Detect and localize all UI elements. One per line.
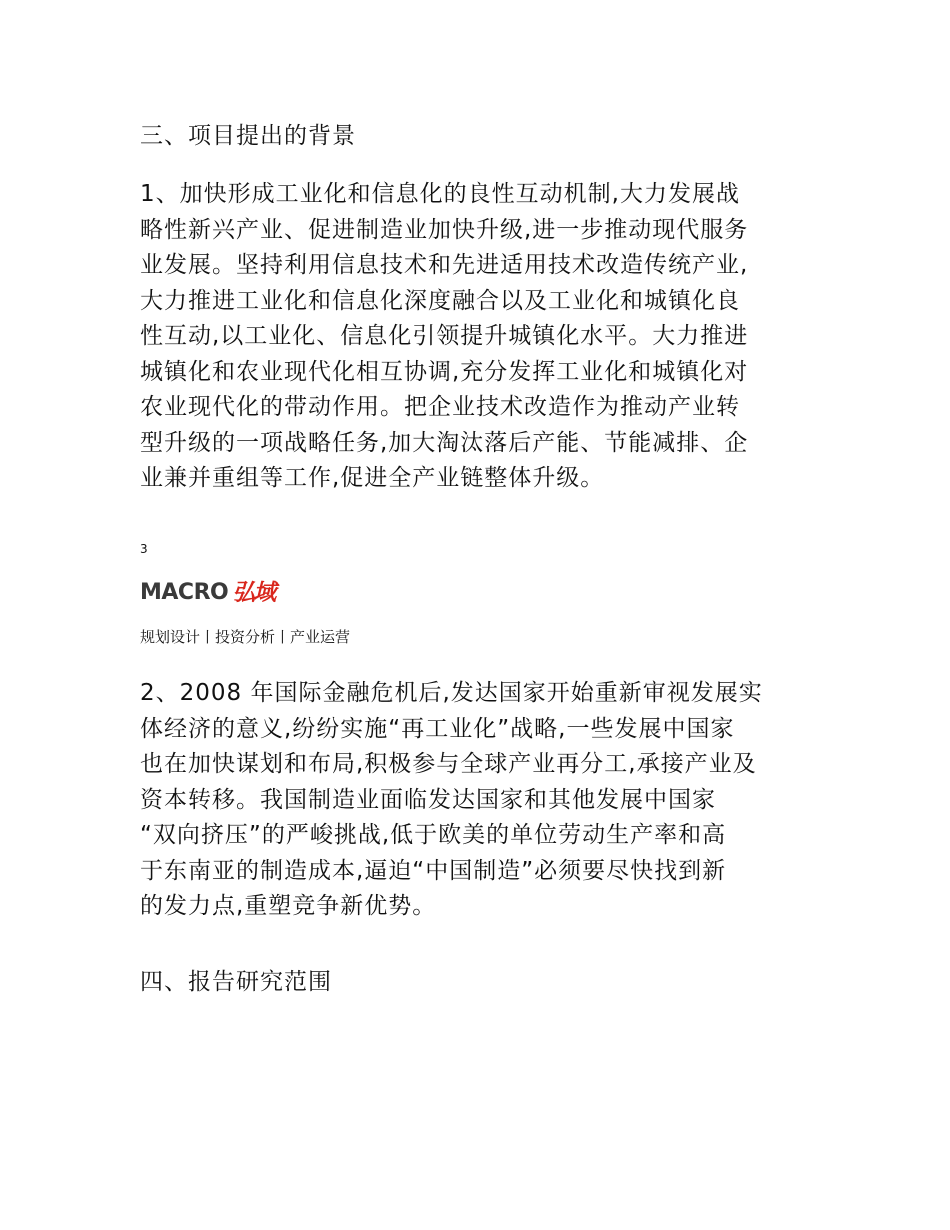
- page-number: 3: [140, 542, 148, 556]
- paragraph-2-line: 体经济的意义,纷纷实施“再工业化”战略,一些发展中国家: [140, 715, 735, 742]
- paragraph-1-line: 大力推进工业化和信息化深度融合以及工业化和城镇化良: [140, 287, 740, 314]
- company-tagline: 规划设计丨投资分析丨产业运营: [140, 628, 351, 646]
- section-3-heading: 三、项目提出的背景: [140, 123, 356, 149]
- section-4-heading: 四、报告研究范围: [140, 969, 332, 995]
- paragraph-1-line: 业兼并重组等工作,促进全产业链整体升级。: [140, 465, 605, 491]
- paragraph-1-line: 性互动,以工业化、信息化引领提升城镇化水平。大力推进: [140, 323, 749, 349]
- paragraph-1-line: 1、加快形成工业化和信息化的良性互动机制,大力发展战: [140, 181, 740, 207]
- paragraph-1-line: 业发展。坚持利用信息技术和先进适用技术改造传统产业,: [140, 252, 749, 278]
- paragraph-1-line: 型升级的一项战略任务,加大淘汰落后产能、节能减排、企: [140, 429, 749, 456]
- paragraph-2-line: 也在加快谋划和布局,积极参与全球产业再分工,承接产业及: [140, 751, 757, 777]
- paragraph-2-line: 的发力点,重塑竞争新优势。: [140, 893, 437, 919]
- logo-mark: 弘域: [232, 580, 275, 606]
- company-logo: [140, 580, 274, 606]
- paragraph-1-line: 农业现代化的带动作用。把企业技术改造作为推动产业转: [140, 394, 740, 420]
- paragraph-2: [140, 676, 820, 925]
- paragraph-1: [140, 177, 820, 497]
- paragraph-2-line: 于东南亚的制造成本,逼迫“中国制造”必须要尽快找到新: [140, 857, 727, 884]
- paragraph-2-line: 资本转移。我国制造业面临发达国家和其他发展中国家: [140, 786, 716, 813]
- logo-wordmark: MACRO: [140, 580, 229, 605]
- paragraph-1-line: 城镇化和农业现代化相互协调,充分发挥工业化和城镇化对: [140, 358, 749, 385]
- paragraph-1-line: 略性新兴产业、促进制造业加快升级,进一步推动现代服务: [140, 216, 749, 243]
- paragraph-2-line: “双向挤压”的严峻挑战,低于欧美的单位劳动生产率和高: [140, 822, 727, 848]
- paragraph-2-line: 2、2008 年国际金融危机后,发达国家开始重新审视发展实: [140, 680, 763, 706]
